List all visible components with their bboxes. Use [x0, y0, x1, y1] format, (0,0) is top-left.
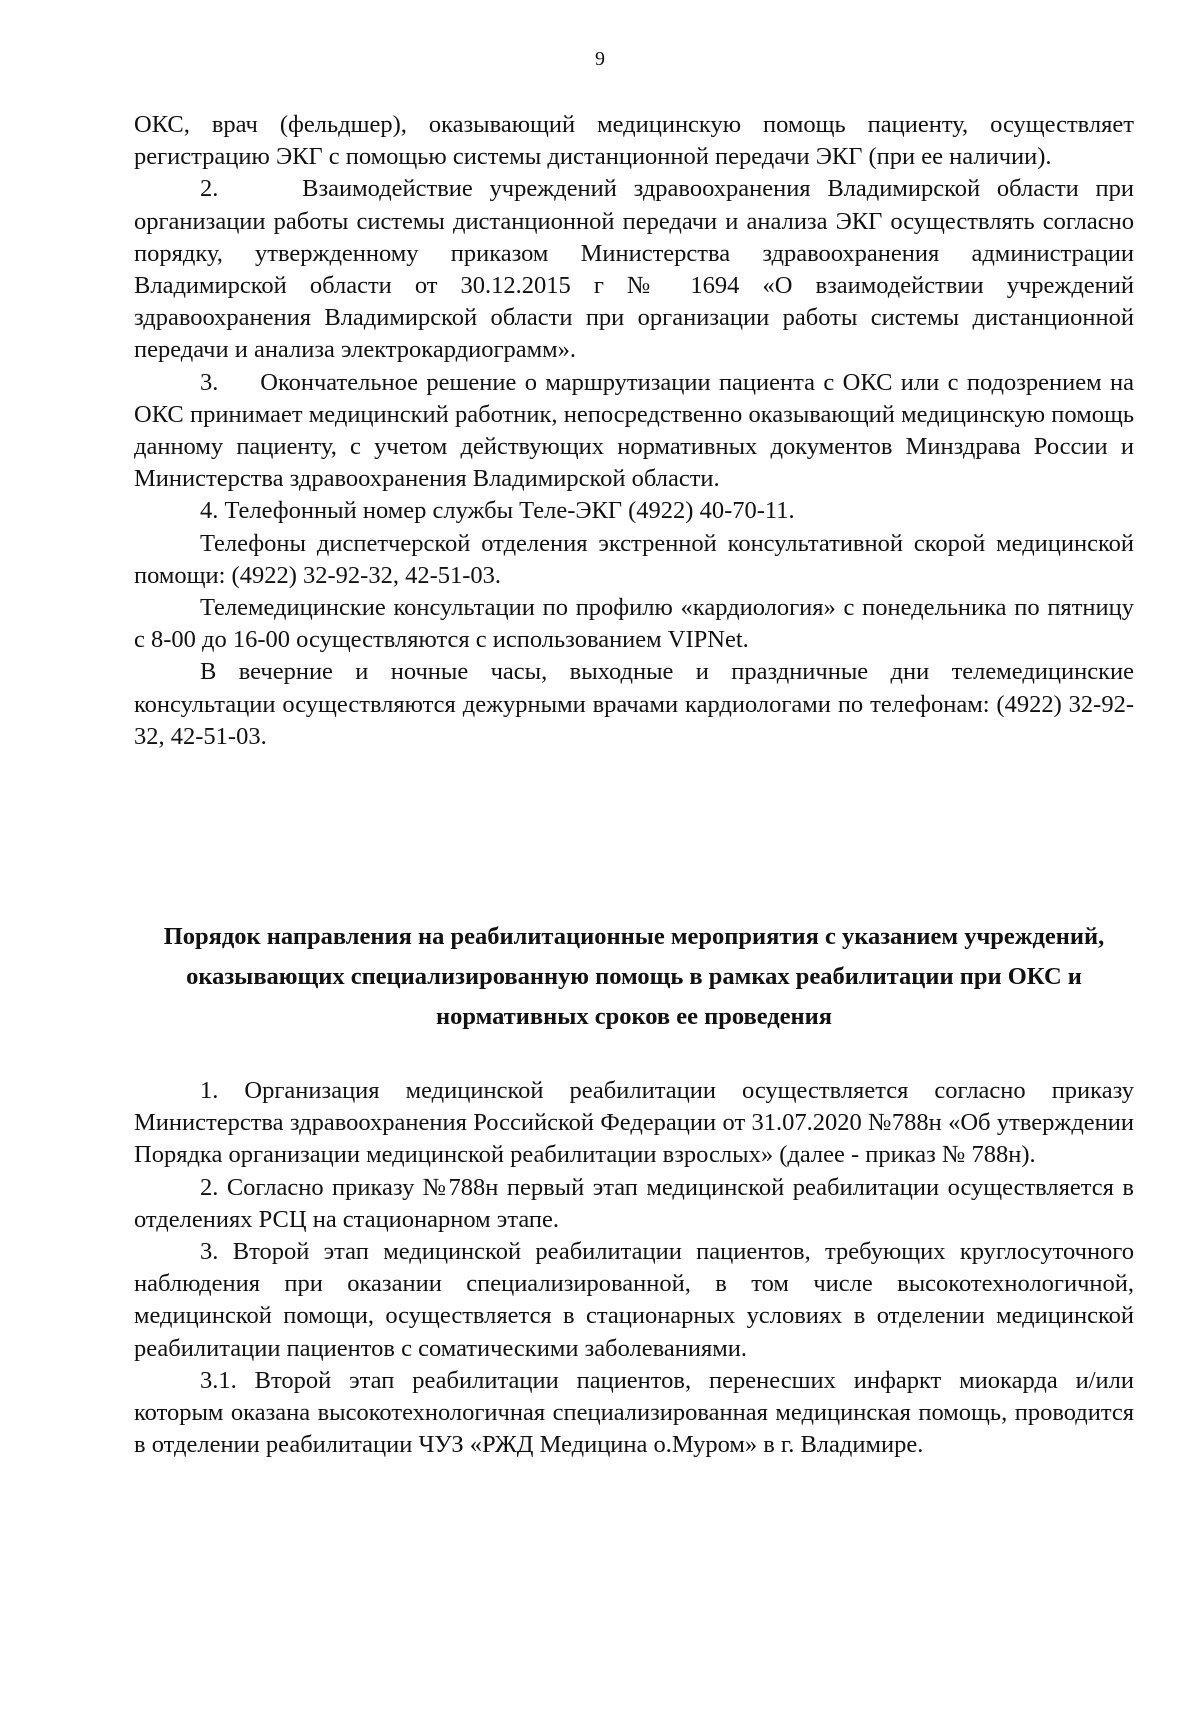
- paragraph-item-3-routing-decision: 3. Окончательное решение о маршрутизации пациента с ОКС или с подозрением на ОКС принимает медицинский работник, непосредственно оказывающий медицинскую помощь данному пациенту, с учетом действующих нормативных документов Минздрава России и Министерства здравоохранения Владимирской области.: [134, 368, 1134, 493]
- paragraph-dispatch-phones: Телефоны диспетчерской отделения экстренной консультативной скорой медицинской помощи: (4922) 32-92-32, 42-51-03.: [134, 529, 1134, 589]
- paragraph-rehab-item-3: 3. Второй этап медицинской реабилитации пациентов, требующих круглосуточного наблюдения при оказании специализированной, в том числе высокотехнологичной, медицинской помощи, осуществляется в стационарных условиях в отделении медицинской реабилитации пациентов с соматическими заболеваниями.: [134, 1238, 1134, 1362]
- page-number: 9: [595, 48, 605, 70]
- paragraph-item-4-tele-ecg-phone: 4. Телефонный номер службы Теле-ЭКГ (4922) 40-70-11.: [200, 497, 795, 525]
- rehabilitation-section-text: [134, 1075, 1134, 1461]
- ecg-section-text: [134, 109, 1134, 753]
- paragraph-telemedicine-hours: Телемедицинские консультации по профилю «кардиология» с понедельника по пятницу с 8-00 до 16-00 осуществляются с использованием VIPNet.: [134, 594, 1134, 654]
- paragraph-rehab-item-1: 1. Организация медицинской реабилитации осуществляется согласно приказу Министерства здравоохранения Российской Федерации от 31.07.2020 №788н «Об утверждении Порядка организации медицинской реабилитации взрослых» (далее - приказ № 788н).: [134, 1077, 1134, 1169]
- paragraph-evening-consultations: В вечерние и ночные часы, выходные и праздничные дни телемедицинские консультации осуществляются дежурными врачами кардиологами по телефонам: (4922) 32-92-32, 42-51-03.: [134, 658, 1134, 750]
- paragraph-rehab-item-3-1: 3.1. Второй этап реабилитации пациентов, перенесших инфаркт миокарда и/или которым оказана высокотехнологичная специализированная медицинская помощь, проводится в отделении реабилитации ЧУЗ «РЖД Медицина о.Муром» в г. Владимире.: [134, 1366, 1134, 1459]
- paragraph-oks-ecg-registration: ОКС, врач (фельдшер), оказывающий медицинскую помощь пациенту, осуществляет регистрацию ЭКГ с помощью системы дистанционной передачи ЭКГ (при ее наличии).: [134, 111, 1134, 171]
- section-heading: Порядок направления на реабилитационные мероприятия с указанием учреждений, оказывающих специализированную помощь в рамках реабилитации при ОКС и нормативных сроков ее проведения: [163, 923, 1105, 1030]
- paragraph-item-2-interaction: 2. Взаимодействие учреждений здравоохранения Владимирской области при организации работы системы дистанционной передачи и анализа ЭКГ осуществлять согласно порядку, утвержденному приказом Министерства здравоохранения администрации Владимирской области от 30.12.2015 г № 1694 «О взаимодействии учреждений здравоохранения Владимирской области при организации работы системы дистанционной передачи и анализа электрокардиограмм».: [134, 175, 1134, 364]
- paragraph-rehab-item-2: 2. Согласно приказу №788н первый этап медицинской реабилитации осуществляется в отделениях РСЦ на стационарном этапе.: [134, 1173, 1134, 1233]
